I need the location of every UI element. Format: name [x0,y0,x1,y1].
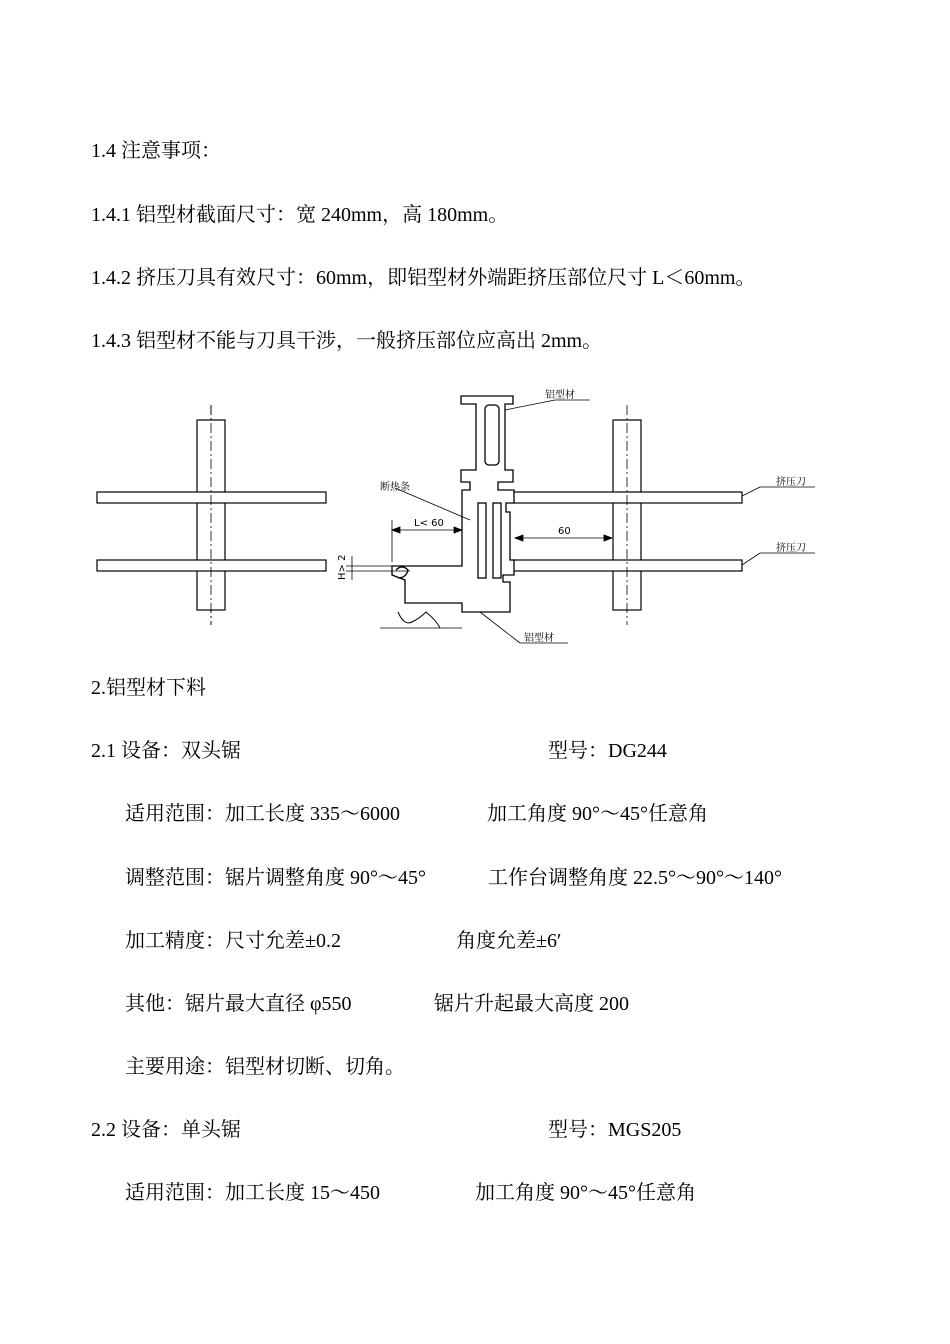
dim-h-label: H> 2 [337,554,348,580]
label-profile-bottom: 铝型材 [524,633,554,644]
extrusion-knife-diagram [90,380,830,650]
equip-2-1-adjust: 调整范围：锯片调整角度 90°～45° [125,867,426,889]
equip-2-2-range: 适用范围：加工长度 15～450 [125,1182,380,1204]
equip-2-1-angle-tolerance: 角度允差±6′ [456,930,562,952]
dim-l-label: L< 60 [414,518,444,529]
equip-2-2-model: 型号：MGS205 [548,1119,682,1141]
label-knife-bottom: 挤压刀 [776,543,806,554]
equip-2-1-usage: 主要用途：铝型材切断、切角。 [125,1056,405,1078]
equip-2-1-range: 适用范围：加工长度 335～6000 [125,803,400,825]
section-heading-2: 2.铝型材下料 [91,677,206,699]
equip-2-1-angle: 加工角度 90°～45°任意角 [487,803,708,825]
equip-2-1-other: 其他：锯片最大直径 φ550 [125,993,352,1015]
item-1-4-1: 1.4.1 铝型材截面尺寸：宽 240mm，高 180mm。 [91,204,509,226]
equip-2-2-angle: 加工角度 90°～45°任意角 [475,1182,696,1204]
item-1-4-3: 1.4.3 铝型材不能与刀具干涉，一般挤压部位应高出 2mm。 [91,330,603,352]
label-thermal-strip: 断热条 [380,482,410,493]
equip-2-1-lift: 锯片升起最大高度 200 [434,993,629,1015]
item-1-4-2: 1.4.2 挤压刀具有效尺寸：60mm，即铝型材外端距挤压部位尺寸 L＜60mm。 [91,267,756,289]
dim-60-label: 60 [558,526,571,537]
section-heading-1-4: 1.4 注意事项： [91,140,221,162]
equip-2-1-table-adjust: 工作台调整角度 22.5°～90°～140° [488,867,782,889]
left-knife-assembly [97,405,326,625]
equip-2-1-precision: 加工精度：尺寸允差±0.2 [125,930,341,952]
aluminum-profile [380,396,514,628]
equip-2-1-model: 型号：DG244 [548,740,667,762]
right-knife-assembly [513,405,742,625]
label-knife-top: 挤压刀 [776,477,806,488]
equip-2-1-title: 2.1 设备：双头锯 [91,740,241,762]
label-profile-top: 铝型材 [545,390,575,401]
equip-2-2-title: 2.2 设备：单头锯 [91,1119,241,1141]
